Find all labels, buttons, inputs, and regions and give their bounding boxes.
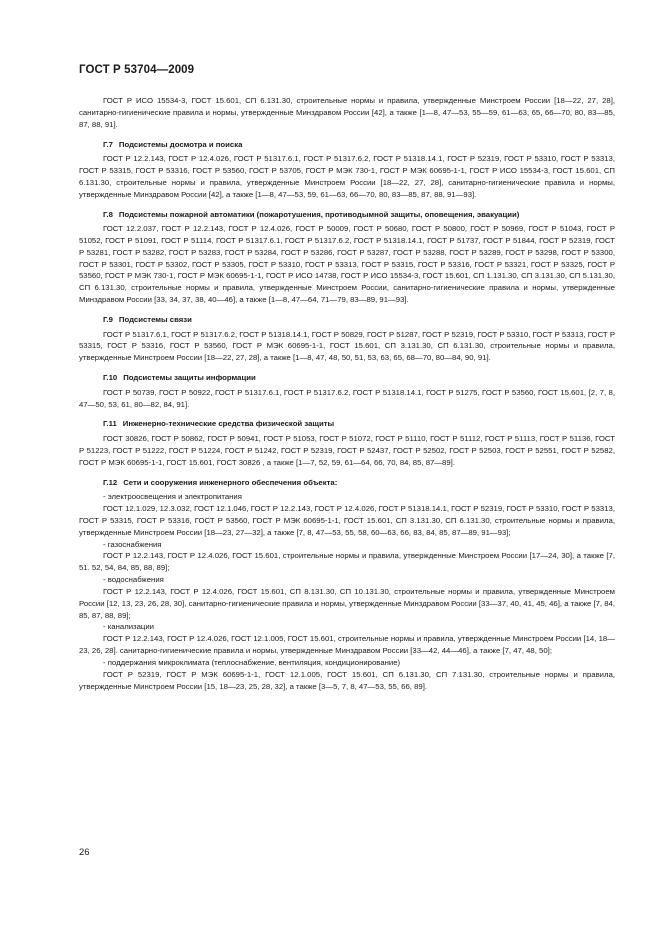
section-text-g8: ГОСТ 12.2.037, ГОСТ Р 12.2.143, ГОСТ Р 12.4.026, ГОСТ Р 50009, ГОСТ Р 50680, ГОСТ Р 50800, ГОСТ Р 50969, ГОСТ Р 51043, ГОСТ Р 51052, ГОСТ Р 51091, ГОСТ Р 51114, ГОСТ Р 51317.6.1, ГОСТ Р 51317.6.2, ГОСТ Р 51318.14.1, ГОСТ Р 51737, ГОСТ Р 51844, ГОСТ Р 52319, ГОСТ Р 53281, ГОСТ Р 53282, ГОСТ Р 53283, ГОСТ Р 53284, ГОСТ Р 53286, ГОСТ Р 53287, ГОСТ Р 53288, ГОСТ Р 53289, ГОСТ Р 53298, ГОСТ Р 53300, ГОСТ Р 53301, ГОСТ Р 53302, ГОСТ Р 53305, ГОСТ Р 53310, ГОСТ Р 53313, ГОСТ Р 53315, ГОСТ Р 53316, ГОСТ Р 53321, ГОСТ Р 53325, ГОСТ Р 53560, ГОСТ Р МЭК 730-1, ГОСТ Р МЭК 60695-1-1, ГОСТ Р ИСО 14738, ГОСТ Р ИСО 15534-3, ГОСТ 15.601, СП 1.131.30, СП 3.131.30, СП 5.131.30, СП 6.131.30, строительные нормы и правила, утвержденные Минстроем России, санитарно-гигиенические правила и нормы, утвержденные Минздравом России [33, 34, 37, 38, 40—46], а также [1—8, 47—64, 71—79, 83—89, 91—93]. <box>79 224 615 305</box>
subitem-label: - канализации <box>103 622 155 632</box>
section-heading-g9 <box>79 314 615 326</box>
section-number: Г.10 <box>103 373 118 383</box>
section-text-g10: ГОСТ Р 50739, ГОСТ Р 50922, ГОСТ Р 51317.6.1, ГОСТ Р 51317.6.2, ГОСТ Р 51318.14.1, ГОСТ Р 51275, ГОСТ Р 53560, ГОСТ 15.601, [2, 7, 8, 47—50, 53, 61, 80—82, 84, 91]. <box>79 387 615 409</box>
section-heading-g7 <box>79 139 615 151</box>
section-number: Г.8 <box>103 209 113 219</box>
subitem-text: ГОСТ Р 12.2.143, ГОСТ Р 12.4.026, ГОСТ 15.601, СП 8.131.30, СП 10.131.30, строительные нормы и правила, утвержденные Минстроем России [12, 13, 23, 26, 28, 30], санитарно-гигиенические правила и нормы, утвержденные Минздравом России [33—37, 40, 41, 45, 46], а также [7, 84, 85, 87, 88, 89]; <box>79 586 616 620</box>
section-heading-g11 <box>79 418 615 430</box>
subitem-text: ГОСТ Р 12.2.143, ГОСТ Р 12.4.026, ГОСТ 15.601, строительные нормы и правила, утвержденные Минстроем России [17—24, 30], а также [7, 51. 52, 54, 84, 85, 88, 89]; <box>79 551 615 573</box>
section-heading-g10 <box>79 372 615 384</box>
subitem-label: - газоснабжения <box>103 539 162 549</box>
section-text-g11: ГОСТ 30826, ГОСТ Р 50862, ГОСТ Р 50941, ГОСТ Р 51053, ГОСТ Р 51072, ГОСТ Р 51110, ГОСТ Р 51112, ГОСТ Р 51113, ГОСТ Р 51136, ГОСТ Р 51223, ГОСТ Р 51222, ГОСТ Р 51224, ГОСТ Р 51242, ГОСТ Р 52319, ГОСТ Р 52437, ГОСТ Р 52502, ГОСТ Р 52503, ГОСТ Р 52551, ГОСТ Р 52582, ГОСТ Р МЭК 60695-1-1, ГОСТ 15.601, ГОСТ 30826 , а также [1—7, 52, 59, 61—64, 66, 70, 84, 85, 87—89]. <box>79 434 615 467</box>
section-title: Подсистемы досмотра и поиска <box>118 139 243 149</box>
section-number: Г.7 <box>103 139 113 149</box>
section-text-g7: ГОСТ Р 12.2.143, ГОСТ Р 12.4.026, ГОСТ Р 51317.6.1, ГОСТ Р 51317.6.2, ГОСТ Р 51318.14.1, ГОСТ Р 52319, ГОСТ Р 53310, ГОСТ Р 53313, ГОСТ Р 53315, ГОСТ Р 53316, ГОСТ Р 53560, ГОСТ Р 53705, ГОСТ Р МЭК 730-1, ГОСТ Р МЭК 60695-1-1, ГОСТ Р ИСО 15534-3, ГОСТ 15.601, СП 6.131.30, строительные нормы и правила, утвержденные Минстроем России [18—22, 27, 28], санитарно-гигиенические правила и нормы, утвержденные Минздравом России [42], а также [1—8, 47—53, 59, 61—63, 66—70, 80, 83—85, 87, 88, 91—93]. <box>79 154 615 199</box>
section-title: Подсистемы связи <box>118 315 192 324</box>
subitem-text: ГОСТ Р 12.2.143, ГОСТ Р 12.4.026, ГОСТ 12.1.005, ГОСТ 15.601, строительные нормы и правила, утвержденные Минстроем России [14, 18—23, 26, 28]. санитарно-гигиенические правила и нормы, утвержденные Минздравом России [33—42, 44—46], а также [7, 47, 48, 50]; <box>79 634 615 656</box>
intro-paragraph: ГОСТ Р ИСО 15534-3, ГОСТ 15.601, СП 6.131.30, строительные нормы и правила, утвержденные Минстроем России [18—22, 27, 28], санитарно-гигиенические правила и нормы, утвержденные Минздравом России [42], а также [1—8, 47—53, 55—59, 61—63, 65, 66—70, 80, 83—85, 87, 88, 91]. <box>79 96 615 129</box>
standard-header: ГОСТ Р 53704—2009 <box>79 64 195 76</box>
section-number: Г.12 <box>103 477 118 487</box>
section-title: Инженерно-технические средства физической защиты <box>122 419 335 429</box>
subitem-text: ГОСТ Р 52319, ГОСТ Р МЭК 60695-1-1, ГОСТ 12.1.005, ГОСТ 15.601, СП 6.131.30, СП 7.131.30, строительные нормы и правила, утвержденные Минстроем России [15, 18—23, 25, 28, 32], а также [3—5, 7, 8, 47—53, 55, 66, 89]. <box>79 669 615 691</box>
section-heading-g12 <box>79 477 615 489</box>
document-body <box>79 95 615 692</box>
page-number: 26 <box>79 847 90 858</box>
section-title: Подсистемы защиты информации <box>123 373 256 383</box>
section-title: Подсистемы пожарной автоматики (пожаротушения, противодымной защиты, оповещения, эвакуации) <box>118 209 520 219</box>
subitem-label: - водоснабжения <box>103 575 164 585</box>
section-title: Сети и сооружения инженерного обеспечения объекта: <box>123 477 338 487</box>
section-number: Г.11 <box>103 419 117 429</box>
subitem-label: - электроосвещения и электропитания <box>103 492 242 502</box>
subitem-text: ГОСТ 12.1.029, 12.3.032, ГОСТ 12.1.046, ГОСТ Р 12.2.143, ГОСТ Р 12.4.026, ГОСТ Р 51318.14.1, ГОСТ Р 52319, ГОСТ Р 53310, ГОСТ Р 53313, ГОСТ Р 53315, ГОСТ Р 53316, ГОСТ Р 53560, ГОСТ Р МЭК 60695-1-1, ГОСТ 15.601, СП 3.131.30, СП 6.131.30, строительные нормы и правила, утвержденные Минстроем России [18—23, 27—32], а также [7, 8, 47—53, 55, 58, 60—63, 66, 83, 84, 85, 87—89, 91—93]; <box>79 503 615 537</box>
section-text-g9: ГОСТ Р 51317.6.1, ГОСТ Р 51317.6.2, ГОСТ Р 51318.14.1, ГОСТ Р 50829, ГОСТ Р 51287, ГОСТ Р 52319, ГОСТ Р 53310, ГОСТ Р 53313, ГОСТ Р 53315, ГОСТ Р 53316, ГОСТ Р 53560, ГОСТ Р МЭК 60695-1-1, ГОСТ 15.601, СП 3.131.30, СП 6.131.30, строительные нормы и правила, утвержденные Минстроем России [18—22, 27, 28], а также [1—8, 47, 48, 50, 51, 53, 63, 65, 68—70, 80—84, 90, 91]. <box>79 329 615 363</box>
section-heading-g8 <box>79 209 615 221</box>
subitem-label: - поддержания микроклимата (теплоснабжение, вентиляция, кондиционирование) <box>103 657 401 667</box>
section-number: Г.9 <box>103 315 113 324</box>
